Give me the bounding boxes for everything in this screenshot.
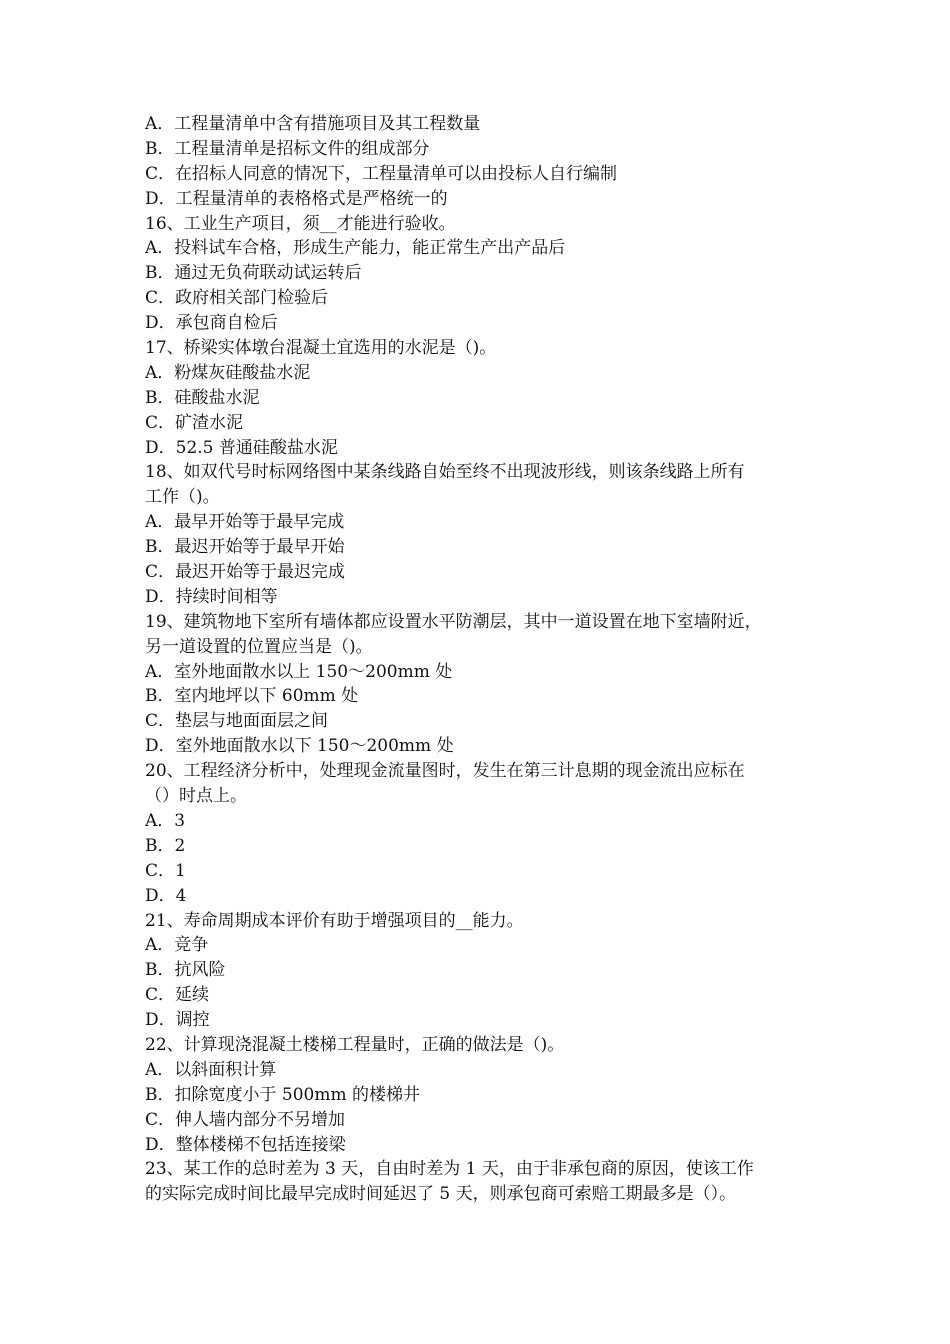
text-line: B．室内地坪以下 60mm 处	[145, 686, 359, 707]
text-line: C．延续	[145, 985, 210, 1006]
text-line: A．工程量清单中含有措施项目及其工程数量	[145, 114, 481, 134]
text-line: B．硅酸盐水泥	[145, 387, 260, 408]
text-line: 工作（)。	[145, 487, 220, 508]
text-line: D．整体楼梯不包括连接梁	[145, 1134, 346, 1155]
text-line: B．2	[145, 835, 186, 856]
text-line: D．持续时间相等	[145, 586, 278, 607]
question-20: 20、工程经济分析中，处理现金流量图时，发生在第三计息期的现金流出应标在	[145, 761, 745, 782]
question-22: 22、计算现浇混凝土楼梯工程量时，正确的做法是（)。	[145, 1034, 565, 1055]
text-line: C．在招标人同意的情况下，工程量清单可以由投标人自行编制	[145, 163, 618, 184]
text-line: B．扣除宽度小于 500mm 的楼梯井	[145, 1084, 420, 1105]
text-line: A．室外地面散水以上 150～200mm 处	[145, 661, 453, 682]
text-line: C．1	[145, 860, 186, 881]
question-18: 18、如双代号时标网络图中某条线路自始至终不出现波形线，则该条线路上所有	[145, 462, 745, 483]
text-line: D．4	[145, 885, 187, 906]
text-line: C．矿渣水泥	[145, 412, 244, 433]
text-line: C．垫层与地面面层之间	[145, 711, 329, 732]
text-line: A．3	[145, 810, 186, 831]
question-16: 16、工业生产项目，须__才能进行验收。	[145, 213, 456, 234]
text-line: A．粉煤灰硅酸盐水泥	[145, 362, 311, 383]
text-line: C．政府相关部门检验后	[145, 288, 329, 309]
text-line: A．最早开始等于最早完成	[145, 512, 345, 533]
text-line: A．投料试车合格，形成生产能力，能正常生产出产品后	[145, 238, 566, 259]
text-line: （）时点上。	[145, 786, 247, 807]
text-line: A．竞争	[145, 935, 209, 956]
text-line: D．工程量清单的表格格式是严格统一的	[145, 188, 448, 209]
question-21: 21、寿命周期成本评价有助于增强项目的__能力。	[145, 910, 524, 931]
text-line: D．室外地面散水以下 150～200mm 处	[145, 736, 454, 757]
question-17: 17、桥梁实体墩台混凝土宜选用的水泥是（)。	[145, 338, 497, 359]
text-line: A．以斜面积计算	[145, 1059, 277, 1080]
text-line: B．最迟开始等于最早开始	[145, 537, 345, 558]
text-line: B．抗风险	[145, 960, 226, 981]
text-line: D．承包商自检后	[145, 313, 278, 334]
text-line: B．通过无负荷联动试运转后	[145, 263, 362, 284]
text-line: D．52.5 普通硅酸盐水泥	[145, 437, 338, 458]
text-line: C．伸人墙内部分不另增加	[145, 1109, 346, 1130]
text-line: D．调控	[145, 1010, 210, 1031]
text-line: 的实际完成时间比最早完成时间延迟了 5 天，则承包商可索赔工期最多是（）。	[145, 1184, 737, 1205]
text-line: 另一道设置的位置应当是（)。	[145, 636, 373, 657]
question-23: 23、某工作的总时差为 3 天，自由时差为 1 天，由于非承包商的原因，使该工作	[145, 1159, 754, 1180]
text-line: B．工程量清单是招标文件的组成部分	[145, 138, 430, 159]
text-line: C．最迟开始等于最迟完成	[145, 562, 346, 583]
document-page	[145, 112, 810, 1207]
question-19: 19、建筑物地下室所有墙体都应设置水平防潮层，其中一道设置在地下室墙附近，	[145, 611, 762, 632]
